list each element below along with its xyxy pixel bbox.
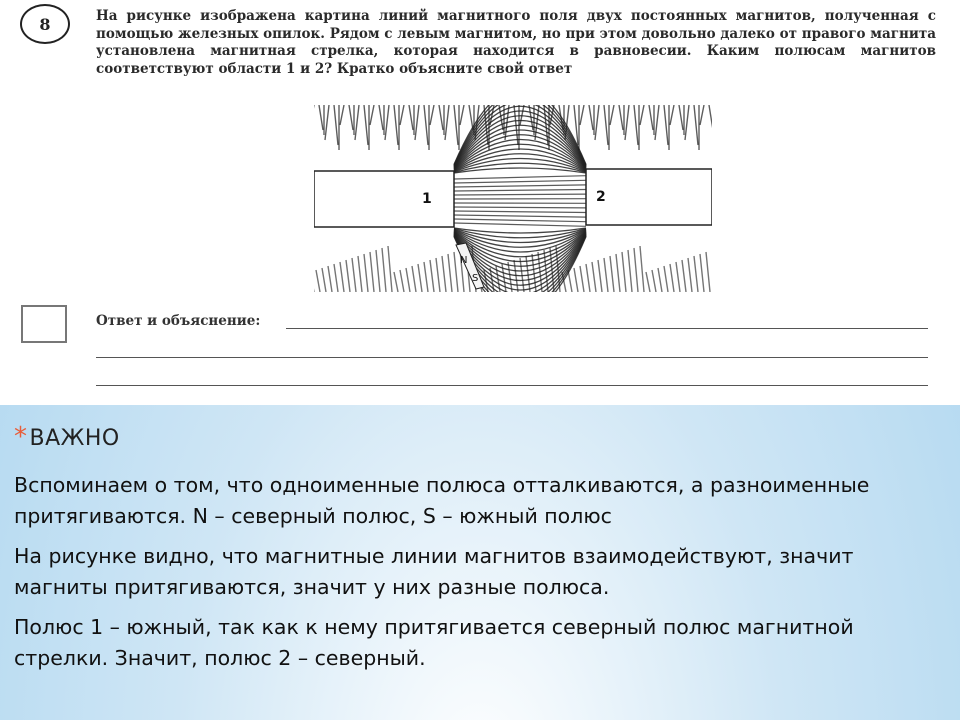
field-line [709,105,712,130]
field-line [628,250,632,292]
field-line [604,258,608,292]
field-line [448,254,452,292]
field-line [430,105,434,125]
field-line [469,105,473,130]
field-line [364,105,368,145]
field-line [685,105,689,140]
field-line [394,272,398,292]
field-line [400,270,404,292]
field-line [580,266,584,292]
field-line [454,185,586,187]
field-line [358,256,362,292]
field-line [388,246,392,292]
important-heading [14,422,944,452]
magnet-left-label: 1 [422,191,432,207]
notes-section [14,422,944,683]
field-line [325,105,329,140]
field-line [445,105,449,140]
field-line [676,262,680,292]
note-paragraph: Вспоминаем о том, что одноименные полюса отталкиваются, а разноименные притягиваются. N – северный полюс, S – южный полюс [14,473,870,528]
field-line [409,105,413,130]
field-line [346,260,350,292]
field-line [670,264,674,292]
field-line [355,105,359,140]
field-line [574,268,578,292]
field-line [592,262,596,292]
note-paragraph: На рисунке видно, что магнитные линии магнитов взаимодействуют, значит магниты притягиваются, значит у них разные полюса. [14,544,854,599]
field-line [619,105,623,130]
field-line [520,258,524,292]
field-line [454,211,586,213]
field-line [595,105,599,140]
field-line [589,105,593,130]
field-line [622,252,626,292]
note-paragraph: Полюс 1 – южный, так как к нему притягивается северный полюс магнитной стрелки. Значит, полюс 2 – северный. [14,615,854,670]
field-line [655,105,659,140]
field-line [418,264,422,292]
field-line [634,105,638,145]
field-line [454,207,586,208]
magnetic-field-figure [314,105,712,292]
magnet-left [314,171,454,227]
important-label: ВАЖНО [29,426,120,451]
field-line [625,105,629,140]
field-line [652,270,656,292]
field-line [442,256,446,292]
field-line [454,194,586,195]
field-line [700,105,704,125]
field-line [415,105,419,140]
field-line [436,258,440,292]
field-line [334,105,338,145]
field-line [454,180,586,183]
field-line [454,190,586,192]
field-line [646,272,650,292]
field-line [370,252,374,292]
field-line [688,258,692,292]
field-line [649,105,653,130]
field-line [640,246,644,292]
field-line [664,105,668,145]
field-line [682,260,686,292]
field-line [568,270,572,292]
field-line [604,105,608,145]
field-line [454,228,586,233]
field-line [394,105,398,145]
field-line [658,268,662,292]
answer-line [286,328,928,329]
field-line [598,260,602,292]
field-line [634,248,638,292]
field-line [376,250,380,292]
field-line [334,264,338,292]
answer-line [96,385,928,386]
field-line [382,248,386,292]
field-line [322,268,326,292]
field-line [352,258,356,292]
field-line [454,168,586,173]
field-line [430,260,434,292]
needle-south-label: S [472,273,479,284]
field-line [586,264,590,292]
field-line [424,262,428,292]
field-line [520,105,524,125]
field-line [316,270,320,292]
field-line [454,105,458,145]
field-line [349,105,353,130]
field-line [439,105,443,130]
field-line [610,105,614,125]
star-icon: * [14,422,28,452]
field-line [406,268,410,292]
task-text: На рисунке изображена картина линий магнитного поля двух постоянных магнитов, полученная с помощью железных опилок. Рядом с левым магнитом, но при этом довольно далеко от правого магнита установлена магнитная стрелка, которая находится в равновесии. Каким полюсам магнитов соответствуют области 1 и 2? Кратко объясните свой ответ [96,8,936,77]
field-line [379,105,383,130]
field-line [664,266,668,292]
field-line [454,176,586,179]
field-line [454,219,586,222]
field-line [370,105,374,125]
field-line [340,105,344,125]
field-line [400,105,404,125]
field-line [385,105,389,140]
field-line [340,262,344,292]
field-line [454,215,586,217]
field-line [700,254,704,292]
needle-north-label: N [460,255,468,266]
task-number: 8 [20,4,70,44]
field-line [706,252,710,292]
field-line [610,256,614,292]
field-line [412,266,416,292]
field-line [328,266,332,292]
answer-label: Ответ и объяснение: [96,313,261,329]
field-line [319,105,323,130]
magnet-right-label: 2 [596,189,606,205]
field-line [616,254,620,292]
answer-score-box [21,305,67,343]
field-lines-drawing [314,105,712,292]
answer-line [96,357,928,358]
field-line [454,252,458,292]
field-line [454,223,586,226]
field-line [499,105,503,130]
field-line [364,254,368,292]
field-line [640,105,644,125]
field-line [694,105,698,145]
field-line [580,105,584,125]
field-line [508,262,512,292]
field-line [679,105,683,130]
field-line [694,256,698,292]
field-line [460,105,464,125]
field-line [424,105,428,145]
field-line [670,105,674,125]
